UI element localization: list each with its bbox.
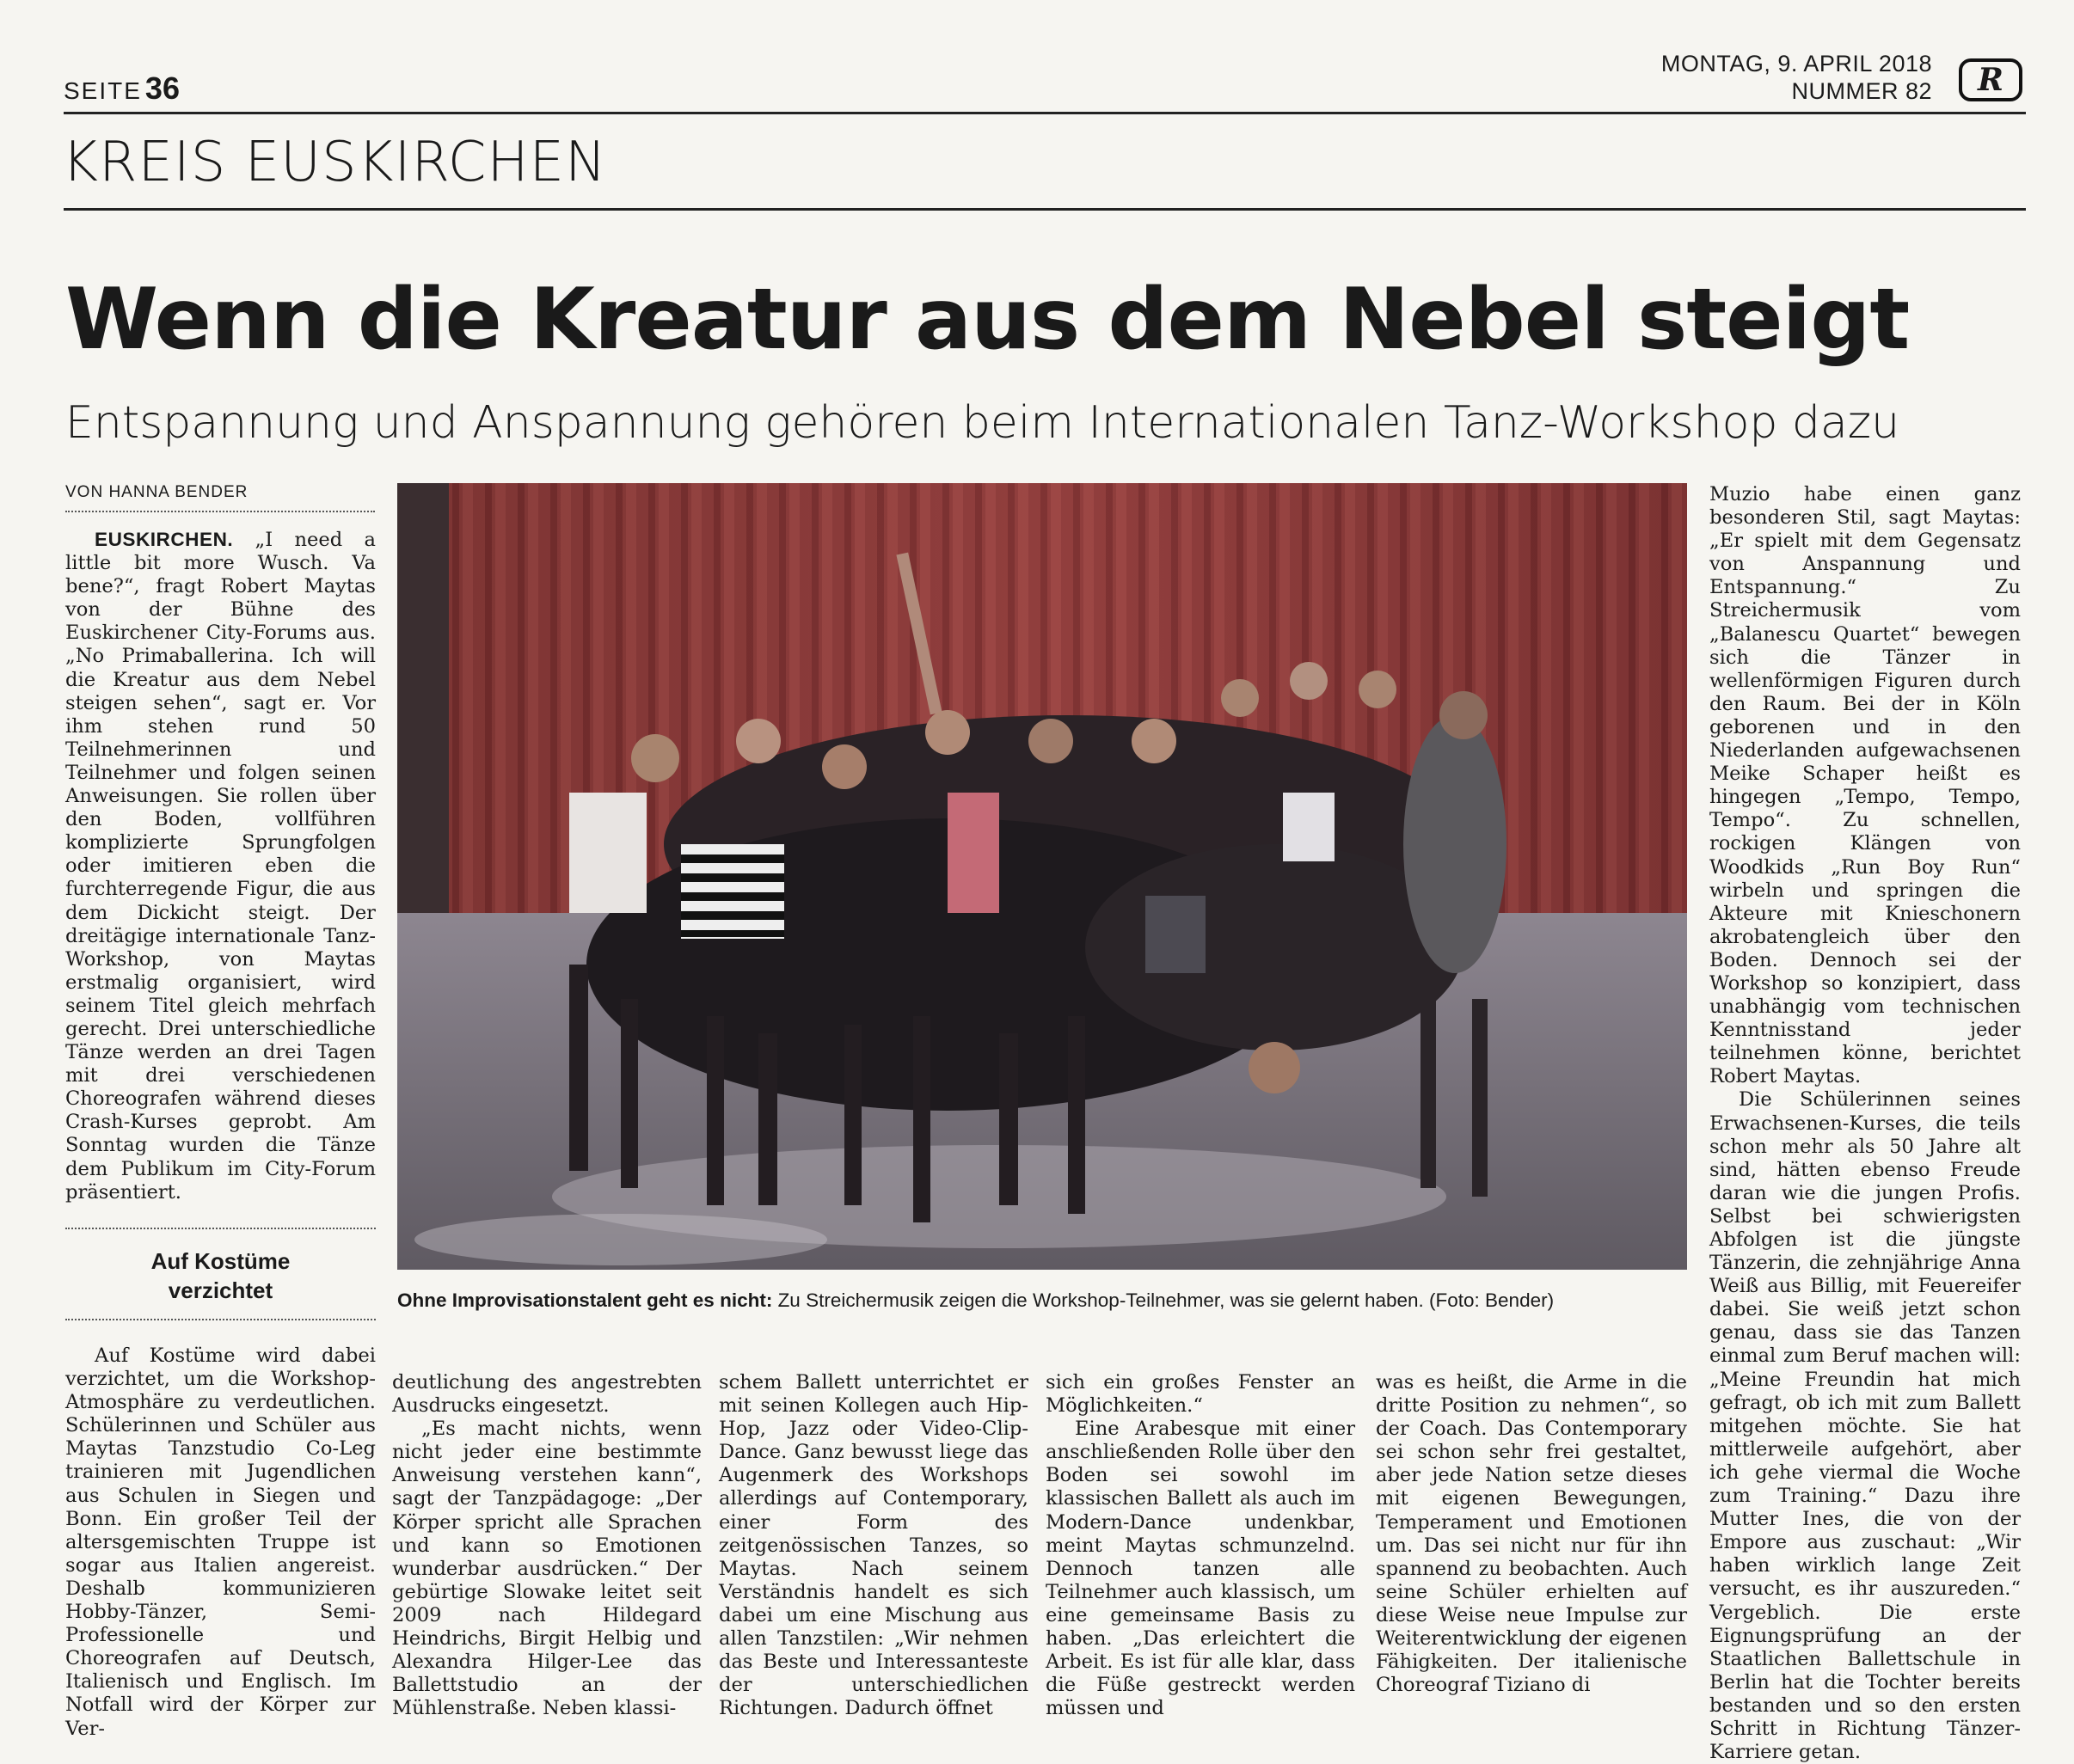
article-column-2	[392, 1371, 702, 1720]
page-number-value: 36	[144, 70, 180, 106]
dateline: EUSKIRCHEN.	[95, 529, 234, 550]
paragraph: „Es macht nichts, wenn nicht jeder eine bestimmte Anweisung verstehen kann“, sagt der Tanzpädagoge: „Der Körper spricht alle Sprachen und kann so Emotionen wunderbar ausdrücken.“ Der gebürtige Slowake leitet seit 2009 nach Hildegard Heindrichs, Birgit Helbig und Alexandra Hilger-Lee das Ballettstudio an der Mühlenstraße. Neben klassi-	[392, 1418, 702, 1720]
striped-shirt-dancer	[681, 844, 784, 939]
article-column-intro	[65, 528, 376, 1204]
dancers-photo-illustration	[397, 483, 1687, 1270]
paragraph: sich ein großes Fenster an Möglichkeiten.“	[1046, 1371, 1355, 1418]
section-title: KREIS EUSKIRCHEN	[62, 131, 607, 194]
article-column-right	[1709, 483, 2021, 1764]
article-photo	[397, 483, 1687, 1270]
paragraph: was es heißt, die Arme in die dritte Position zu nehmen“, so der Coach. Das Contemporary sei schon sehr frei gestaltet, aber jede Nation setze dieses mit eigenen Bewegungen, Temperament und Emotionen um. Das sei nicht nur für ihn spannend zu beobachten. Auch seine Schüler erhielten auf diese Weise neue Impulse zur Weiterentwicklung der eigenen Fähigkeiten. Der italienische Choreograf Tiziano di	[1376, 1371, 1687, 1697]
page-prefix: SEITE	[64, 77, 142, 104]
paragraph: Auf Kostüme wird dabei verzichtet, um die Workshop-Atmosphäre zu verdeutlichen. Schülerinnen und Schüler aus Maytas Tanzstudio Co-Leg trainieren mit Jugendlichen aus Schulen in Siegen und Bonn. Ein großer Teil der altersgemischten Truppe ist sogar aus Italien angereist. Deshalb kommunizieren Hobby-Tänzer, Semi-Professionelle und Choreografen auf Deutsch, Italienisch und Englisch. Im Notfall wird der Körper zur Ver-	[65, 1344, 376, 1740]
subhead	[65, 1228, 376, 1320]
subhead-line-1: Auf Kostüme	[150, 1248, 291, 1274]
paragraph: Eine Arabesque mit einer anschließenden Rolle über den Boden sei sowohl im klassischen Ballett als auch im Modern-Dance undenkbar, meint Maytas schmunzelnd. Dennoch tanzen alle Teilnehmer auch klassisch, um eine gemeinsame Basis zu haben. „Das erleichtert die Arbeit. Es ist für alle klar, dass die Füße gestreckt werden müssen und	[1046, 1418, 1355, 1720]
article-column-4	[1046, 1371, 1355, 1720]
paragraph: deutlichung des angestrebten Ausdrucks eingesetzt.	[392, 1371, 702, 1418]
article-column-1	[65, 1344, 376, 1741]
header-rule	[64, 112, 2026, 114]
page-number	[64, 70, 180, 107]
article-column-5	[1376, 1371, 1687, 1697]
white-shirt-dancer	[569, 793, 647, 913]
newspaper-logo	[1959, 58, 2022, 101]
section-rule	[64, 208, 2026, 211]
subheadline: Entspannung und Anspannung gehören beim Internationalen Tanz-Workshop dazu	[65, 397, 1900, 449]
subhead-line-2: verzichtet	[168, 1277, 273, 1303]
caption-lead: Ohne Improvisationstalent geht es nicht:	[397, 1289, 773, 1311]
paragraph: Muzio habe einen ganz besonderen Stil, sagt Maytas: „Er spielt mit dem Gegensatz von Anspannung und Entspannung.“ Zu Streichermusik vom „Balanescu Quartet“ bewegen sich die Tänzer in wellenförmigen Figuren durch den Raum. Bei der in Köln geborenen und in den Niederlanden aufgewachsenen Meike Schaper heißt es hingegen „Tempo, Tempo, Tempo“. Zu schnellen, rockigen Klängen von Woodkids „Run Boy Run“ wirbeln und springen die Akteure mit Knieschonern akrobatengleich über den Boden. Dennoch sei der Workshop so konzipiert, dass unabhängig vom technischen Kenntnisstand jeder teilnehmen könne, berichtet Robert Maytas.	[1709, 483, 2021, 1088]
issue-date: MONTAG, 9. APRIL 2018	[1660, 51, 1932, 77]
headline: Wenn die Kreatur aus dem Nebel steigt	[65, 271, 1910, 369]
paragraph: schem Ballett unterrichtet er mit seinen Kollegen auch Hip-Hop, Jazz oder Video-Clip-Dance. Ganz bewusst liege das Augenmerk des Workshops allerdings auf Contemporary, einer Form des zeitgenössischen Tanzes, so Maytas. Nach seinem Verständnis handelt es sich dabei um eine Mischung aus allen Tanzstilen: „Wir nehmen das Beste und Interessanteste der unterschiedlichen Richtungen. Dadurch öffnet	[719, 1371, 1028, 1720]
intro-text: „I need a little bit more Wusch. Va bene?“, fragt Robert Maytas von der Bühne des Euskirchener City-Forums aus. „No Primaballerina. Ich will die Kreatur aus dem Nebel steigen sehen“, sagt er. Vor ihm stehen rund 50 Teilnehmerinnen und Teilnehmer und folgen seinen Anweisungen. Sie rollen über den Boden, vollführen komplizierte Sprungfolgen oder imitieren eben die furchterregende Figur, die aus dem Dickicht steigt. Der dreitägige internationale Tanz-Workshop, von Maytas erstmalig organisiert, wird seinem Titel gleich mehrfach gerecht. Drei unterschiedliche Tänze werden an drei Tagen mit drei verschiedenen Choreografen während dieses Crash-Kurses geprobt. Am Sonntag wurden die Tänze dem Publikum im City-Forum präsentiert.	[65, 529, 376, 1204]
byline: VON HANNA BENDER	[65, 483, 375, 512]
paragraph: Die Schülerinnen seines Erwachsenen-Kurses, die teils schon mehr als 50 Jahre alt sind, hätten ebenso Freude daran wie die jungen Profis. Selbst bei schwierigsten Abfolgen ist die jüngste Tänzerin, die zehnjährige Anna Weiß aus Billig, mit Feuereifer dabei. Sie weiß jetzt schon genau, dass sie das Tanzen einmal zum Beruf machen will: „Meine Freundin hat mich gefragt, ob ich mit zum Ballett mitgehen möchte. Sie hat mittlerweile aufgehört, aber ich gehe viermal die Woche zum Training.“ Dazu ihre Mutter Ines, die von der Empore aus zuschaut: „Wir haben wirklich lange Zeit versucht, es ihr auszureden.“ Vergeblich. Die erste Eignungsprüfung an der Staatlichen Ballettschule in Berlin hat die Tochter bereits bestanden und so den ersten Schritt in Richtung Tänzer-Karriere getan.	[1709, 1088, 2021, 1764]
caption-text: Zu Streichermusik zeigen die Workshop-Teilnehmer, was sie gelernt haben. (Foto: Bender)	[772, 1289, 1555, 1311]
photo-caption	[397, 1288, 1687, 1314]
article-column-3	[719, 1371, 1028, 1720]
issue-info	[1661, 50, 1932, 105]
issue-number: NUMMER 82	[1791, 78, 1932, 104]
logo-letter: R	[1978, 62, 2003, 98]
pink-shirt-dancer	[948, 793, 999, 913]
